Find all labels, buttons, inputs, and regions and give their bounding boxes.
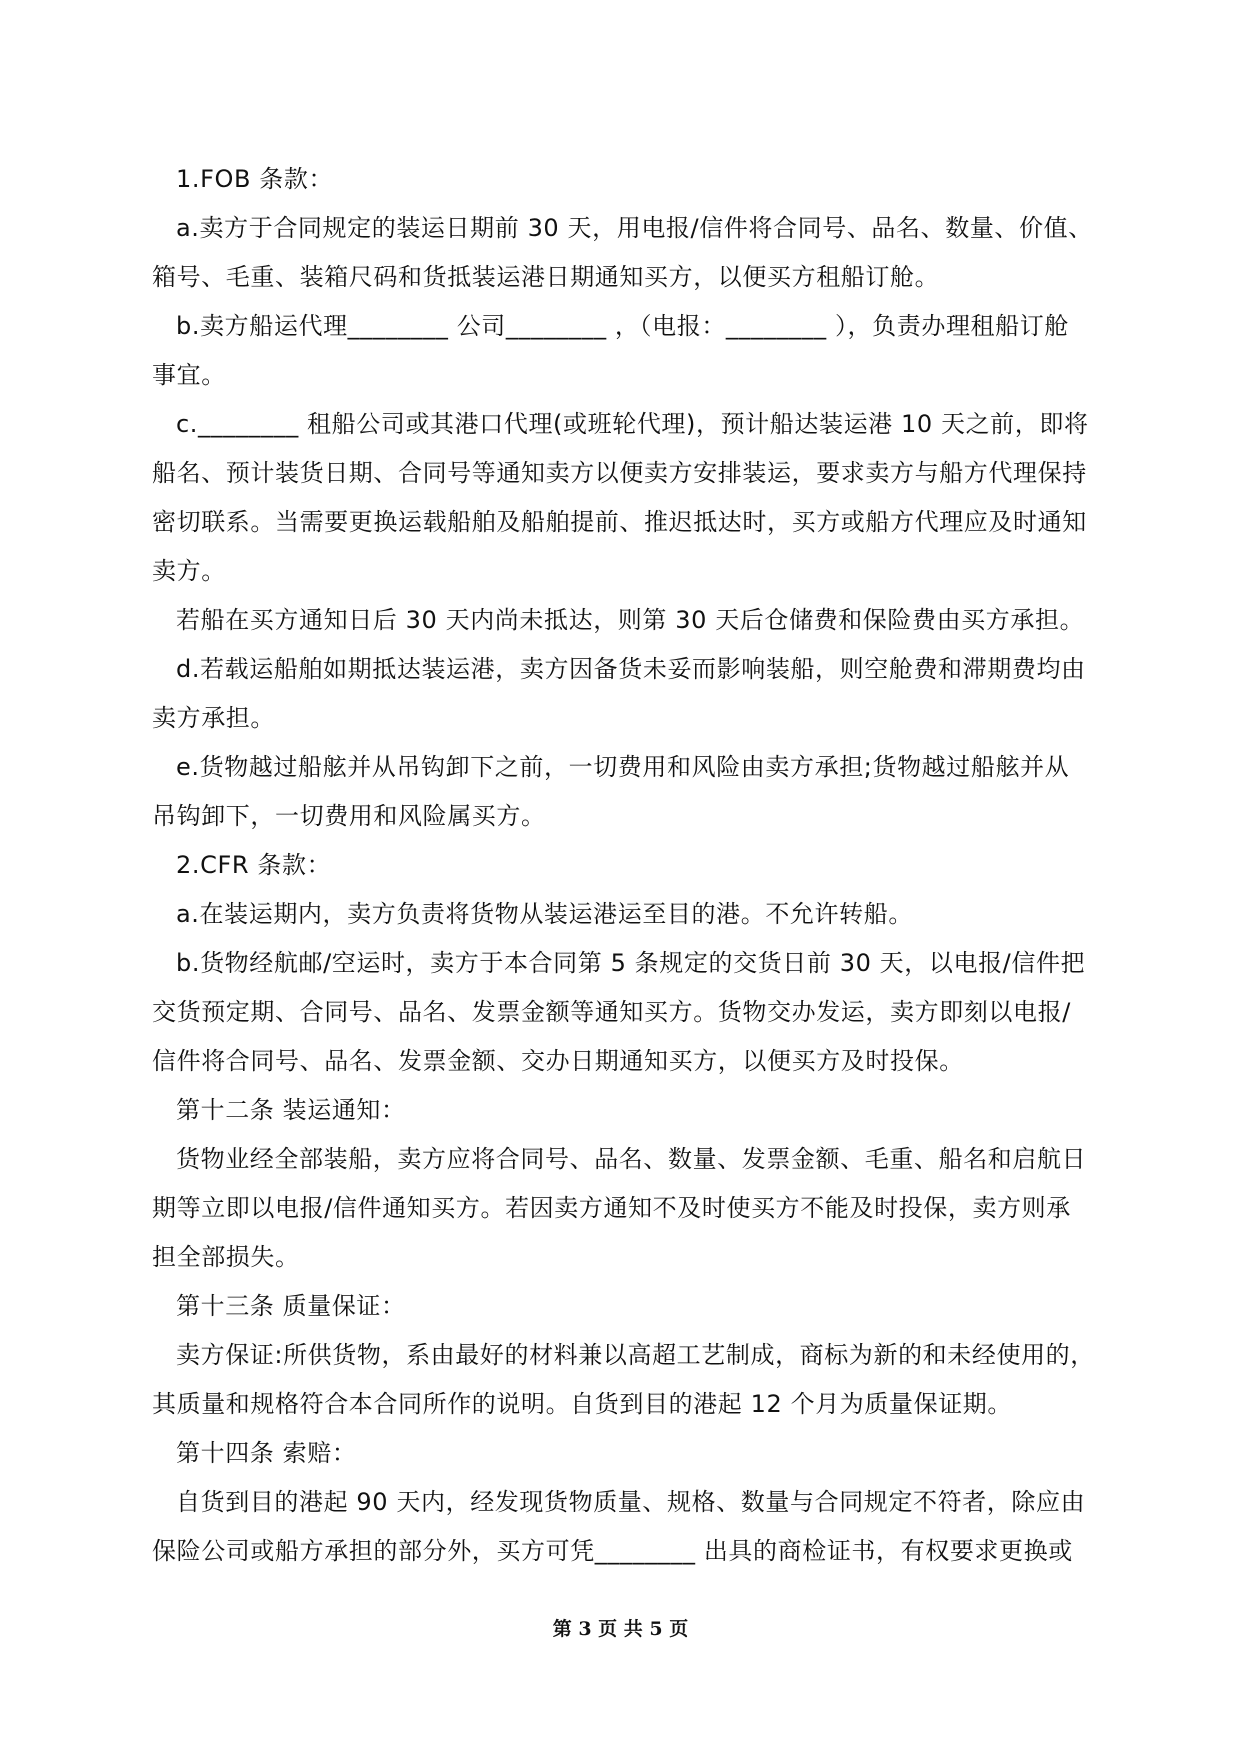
text-line: d.若载运船舶如期抵达装运港，卖方因备货未妥而影响装船，则空舱费和滞期费均由 [176, 655, 1086, 683]
article-heading: 第十三条 质量保证： [176, 1292, 406, 1320]
text-line: 自货到目的港起 90 天内，经发现货物质量、规格、数量与合同规定不符者，除应由 [176, 1488, 1086, 1516]
text-line: b.货物经航邮/空运时，卖方于本合同第 5 条规定的交货日前 30 天，以电报/信件把 [176, 949, 1086, 977]
text-line: 担全部损失。 [152, 1243, 300, 1271]
text-line: 箱号、毛重、装箱尺码和货抵装运港日期通知买方，以便买方租船订舱。 [152, 263, 940, 291]
text-line: a.卖方于合同规定的装运日期前 30 天，用电报/信件将合同号、品名、数量、价值、 [176, 214, 1093, 242]
text-line: 若船在买方通知日后 30 天内尚未抵达，则第 30 天后仓储费和保险费由买方承担。 [176, 606, 1085, 634]
document-body [152, 155, 1097, 1576]
text-line: 卖方。 [152, 557, 226, 585]
text-line: 信件将合同号、品名、发票金额、交办日期通知买方，以便买方及时投保。 [152, 1047, 964, 1075]
section-heading: 2.CFR 条款： [176, 851, 332, 879]
text-line: 事宜。 [152, 361, 226, 389]
text-line: a.在装运期内，卖方负责将货物从装运港运至目的港。不允许转船。 [176, 900, 913, 928]
text-line: 交货预定期、合同号、品名、发票金额等通知买方。货物交办发运，卖方即刻以电报/ [152, 998, 1071, 1026]
text-line: 卖方承担。 [152, 704, 275, 732]
text-line: 密切联系。当需要更换运载船舶及船舶提前、推迟抵达时，买方或船方代理应及时通知 [152, 508, 1087, 536]
text-line: 吊钩卸下，一切费用和风险属买方。 [152, 802, 546, 830]
text-line: 其质量和规格符合本合同所作的说明。自货到目的港起 12 个月为质量保证期。 [152, 1390, 1012, 1418]
text-line: 船名、预计装货日期、合同号等通知卖方以便卖方安排装运，要求卖方与船方代理保持 [152, 459, 1087, 487]
text-line: c.________ 租船公司或其港口代理(或班轮代理)，预计船达装运港 10 天之前，即将 [176, 410, 1089, 438]
text-line: 期等立即以电报/信件通知买方。若因卖方通知不及时使买方不能及时投保，卖方则承 [152, 1194, 1071, 1222]
page-number-footer: 第 3 页 共 5 页 [552, 1618, 689, 1640]
article-heading: 第十四条 索赔： [176, 1439, 357, 1467]
text-line: 1.FOB 条款： [176, 165, 334, 193]
text-line: 保险公司或船方承担的部分外，买方可凭________ 出具的商检证书，有权要求更换或 [152, 1537, 1073, 1565]
text-line: 卖方保证:所供货物，系由最好的材料兼以高超工艺制成，商标为新的和未经使用的， [176, 1341, 1095, 1369]
article-heading: 第十二条 装运通知： [176, 1096, 406, 1124]
text-line: 货物业经全部装船，卖方应将合同号、品名、数量、发票金额、毛重、船名和启航日 [176, 1145, 1087, 1173]
text-line: e.货物越过船舷并从吊钩卸下之前，一切费用和风险由卖方承担;货物越过船舷并从 [176, 753, 1070, 781]
text-line: b.卖方船运代理________ 公司________ ，（电报：________ ），负责办理租船订舱 [176, 312, 1069, 340]
